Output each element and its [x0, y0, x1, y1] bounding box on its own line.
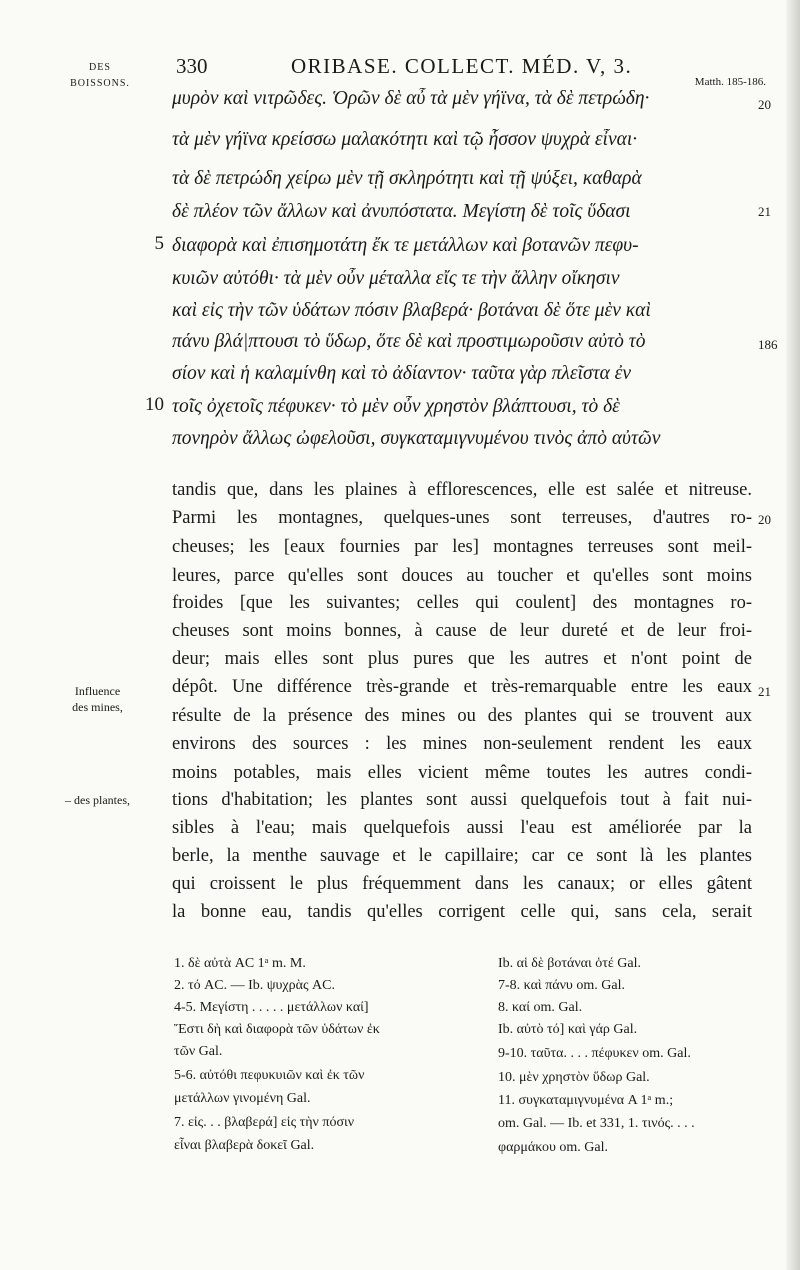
french-line: la bonne eau, tandis qu'elles corrigent celle qui, sans cela, serait	[172, 902, 752, 922]
french-line: sibles à l'eau; mais quelquefois aussi l'eau est améliorée par la	[172, 818, 752, 838]
greek-line: τὰ μὲν γήϊνα κρείσσω μαλακότητι καὶ τῷ ἧσσον ψυχρὰ εἶναι·	[172, 129, 638, 150]
greek-line: πάνυ βλά|πτουσι τὸ ὕδωρ, ὅτε δὲ καὶ προστιμωροῦσιν αὐτὸ τὸ	[172, 331, 646, 352]
french-line: cheuses sont moins bonnes, à cause de leur dureté et de leur froi-	[172, 621, 752, 641]
edition-reference: Matth. 185-186.	[694, 76, 766, 88]
french-line: qui croissent le plus fréquemment dans les canaux; or elles gâtent	[172, 874, 752, 894]
footnote-line: τῶν Gal.	[174, 1044, 223, 1059]
greek-line: πονηρὸν ἄλλως ὠφελοῦσι, συγκαταμιγνυμένου τινὸς ἀπὸ αὐτῶν	[172, 428, 661, 449]
running-header	[176, 54, 776, 88]
french-line: tions d'habitation; les plantes sont aussi quelquefois tout à fait nui-	[172, 790, 752, 810]
sidenote-mines	[30, 683, 165, 715]
french-line: moins potables, mais elles vicient même toutes les autres condi-	[172, 763, 752, 783]
footnote-line: 9-10. ταῦτα. . . . πέφυκεν om. Gal.	[498, 1046, 691, 1061]
french-line: Parmi les montagnes, quelques-unes sont terreuses, d'autres ro-	[172, 508, 752, 528]
footnote-line: 8. καί om. Gal.	[498, 1000, 583, 1015]
footnote-line: Ib. αἱ δὲ βοτάναι ὁτέ Gal.	[498, 956, 641, 971]
footnote-line: Ἔστι δὴ καὶ διαφορὰ τῶν ὑδάτων ἐκ	[174, 1022, 380, 1037]
footnote-line: φαρμάκου om. Gal.	[498, 1140, 609, 1155]
footnote-line: 10. μὲν χρηστὸν ὕδωρ Gal.	[498, 1070, 650, 1085]
sidenote-line: des mines,	[72, 700, 123, 714]
footnote-line: 7-8. καὶ πάνυ om. Gal.	[498, 978, 625, 993]
page-number: 330	[176, 54, 208, 78]
footnote-line: om. Gal. — Ib. et 331, 1. τινός. . . .	[498, 1116, 695, 1131]
greek-line: τὰ δὲ πετρώδη χείρω μὲν τῇ σκληρότητι καὶ τῇ ψύξει, καθαρὰ	[172, 168, 642, 189]
footnote-line: 7. εἰς. . . βλαβερά] εἰς τὴν πόσιν	[174, 1115, 355, 1130]
page-edge-shadow	[786, 0, 800, 1270]
margin-section-heading	[60, 60, 140, 92]
french-margin-number: 21	[758, 684, 771, 699]
sidenote-plantes: – des plantes,	[65, 793, 130, 807]
footnote-line: Ib. αὐτὸ τό] καὶ γάρ Gal.	[498, 1022, 638, 1037]
greek-margin-number: 20	[758, 97, 771, 112]
french-line: dépôt. Une différence très-grande et très-remarquable entre les eaux	[172, 677, 752, 697]
greek-line: δὲ πλέον τῶν ἄλλων καὶ ἀνυπόστατα. Μεγίστη δὲ τοῖς ὕδασι	[172, 201, 631, 222]
french-margin-number: 20	[758, 512, 771, 527]
greek-line: διαφορὰ καὶ ἐπισημοτάτη ἔκ τε μετάλλων καὶ βοτανῶν πεφυ-	[172, 235, 639, 256]
french-line: leures, parce qu'elles sont douces au toucher et qu'elles sont moins	[172, 566, 752, 586]
footnote-line: 4-5. Μεγίστη . . . . . μετάλλων καί]	[174, 1000, 369, 1015]
french-line: résulte de la présence des mines ou des plantes qui se trouvent aux	[172, 706, 752, 726]
greek-line: τοῖς ὀχετοῖς πέφυκεν· τὸ μὲν οὖν χρηστὸν βλάπτουσι, τὸ δὲ	[172, 396, 620, 417]
greek-line: μυρὸν καὶ νιτρῶδες. Ὁρῶν δὲ αὖ τὰ μὲν γήϊνα, τὰ δὲ πετρώδη·	[172, 88, 650, 109]
greek-margin-number: 21	[758, 204, 771, 219]
footnote-line: 5-6. αὐτόθι πεφυκυιῶν καὶ ἐκ τῶν	[174, 1068, 365, 1083]
french-line: deur; mais elles sont plus pures que les autres et n'ont point de	[172, 649, 752, 669]
greek-line-number: 5	[154, 233, 164, 254]
margin-heading-line: DES	[89, 62, 111, 73]
footnote-line: 2. τό AC. — Ib. ψυχρὰς AC.	[174, 978, 335, 993]
greek-line: καὶ εἰς τὴν τῶν ὑδάτων πόσιν βλαβερά· βοτάναι δὲ ὅτε μὲν καὶ	[172, 300, 651, 321]
footnote-line: 11. συγκαταμιγνυμένα A 1ᵃ m.;	[498, 1093, 674, 1108]
french-line: environs des sources : les mines non-seulement rendent les eaux	[172, 734, 752, 754]
french-line: cheuses; les [eaux fournies par les] montagnes terreuses sont meil-	[172, 537, 752, 557]
running-title: ORIBASE. COLLECT. MÉD. V, 3.	[291, 54, 633, 78]
greek-margin-number: 186	[758, 337, 778, 352]
french-line: berle, la menthe sauvage et le capillaire; car ce sont là les plantes	[172, 846, 752, 866]
footnote-line: μετάλλων γινομένη Gal.	[174, 1091, 311, 1106]
greek-line: κυιῶν αὐτόθι· τὰ μὲν οὖν μέταλλα εἴς τε τὴν ἄλλην οἴκησιν	[172, 268, 620, 289]
sidenote-line: Influence	[74, 684, 121, 698]
french-line: froides [que les suivantes; celles qui coulent] des montagnes ro-	[172, 593, 752, 613]
margin-heading-line: BOISSONS.	[70, 78, 130, 89]
footnote-line: εἶναι βλαβερὰ δοκεῖ Gal.	[174, 1138, 315, 1153]
french-line: tandis que, dans les plaines à efflorescences, elle est salée et nitreuse.	[172, 480, 752, 500]
footnote-line: 1. δὲ αὐτὰ AC 1ᵃ m. M.	[174, 956, 306, 971]
greek-line-number: 10	[145, 394, 164, 415]
greek-line: σίον καὶ ἡ καλαμίνθη καὶ τὸ ἀδίαντον· ταῦτα γὰρ πλεῖστα ἐν	[172, 363, 632, 384]
